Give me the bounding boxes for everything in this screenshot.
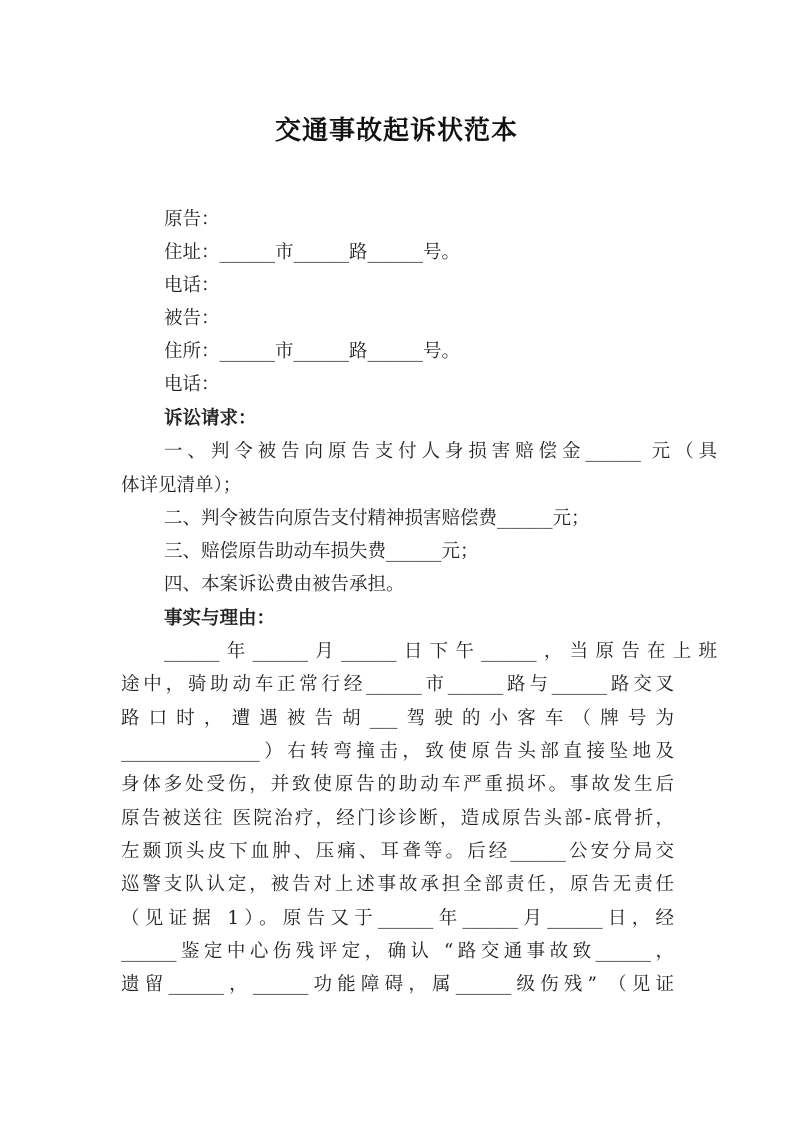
facts-line: 遗留______，______功能障碍，属______级伤残” （见证 — [121, 974, 674, 995]
defendant-address: 住所：______市______路______号。 — [164, 341, 461, 362]
claim-item-2: 二、判令被告向原告支付精神损害赔偿费______元； — [164, 508, 590, 529]
facts-line: 巡警支队认定，被告对上述事故承担全部责任，原告无责任 — [121, 874, 674, 895]
facts-line: 途中，骑助动车正常行经______市______路与______路交叉 — [121, 674, 674, 695]
facts-line: 身体多处受伤，并致使原告的助动车严重损坏。事故发生后 — [121, 774, 674, 795]
facts-line: 路口时，遭遇被告胡___驾驶的小客车（牌号为 — [121, 708, 674, 729]
plaintiff-phone: 电话： — [164, 275, 220, 296]
claims-heading: 诉讼请求： — [164, 408, 257, 429]
claim-item-4: 四、本案诉讼费由被告承担。 — [164, 574, 405, 595]
claim-item-1: 一、判令被告向原告支付人身损害赔偿金______ 元（具 — [164, 441, 717, 462]
facts-line: ______年______月______日下午______，当原告在上班 — [164, 641, 717, 662]
defendant-label: 被告： — [164, 308, 220, 329]
facts-line: ______鉴定中心伤残评定，确认 “路交通事故致______， — [121, 941, 674, 962]
document-title: 交通事故起诉状范本 — [274, 116, 518, 146]
facts-line: _______________）右转弯撞击，致使原告头部直接坠地及 — [121, 741, 674, 762]
plaintiff-label: 原告： — [164, 209, 220, 230]
facts-line: 原告被送往 医院治疗，经门诊诊断，造成原告头部-底骨折， — [121, 808, 674, 829]
defendant-phone: 电话： — [164, 374, 220, 395]
claim-item-3: 三、赔偿原告助动车损失费______元； — [164, 541, 479, 562]
facts-heading: 事实与理由： — [164, 608, 276, 629]
claim-item-1-cont: 体详见清单）； — [121, 475, 242, 496]
facts-line: （见证据 1）。原告又于______年______月______日，经 — [121, 908, 674, 929]
facts-line: 左颞顶头皮下血肿、压痛、耳聋等。后经______公安分局交 — [121, 841, 674, 862]
plaintiff-address: 住址：______市______路______号。 — [164, 242, 461, 263]
